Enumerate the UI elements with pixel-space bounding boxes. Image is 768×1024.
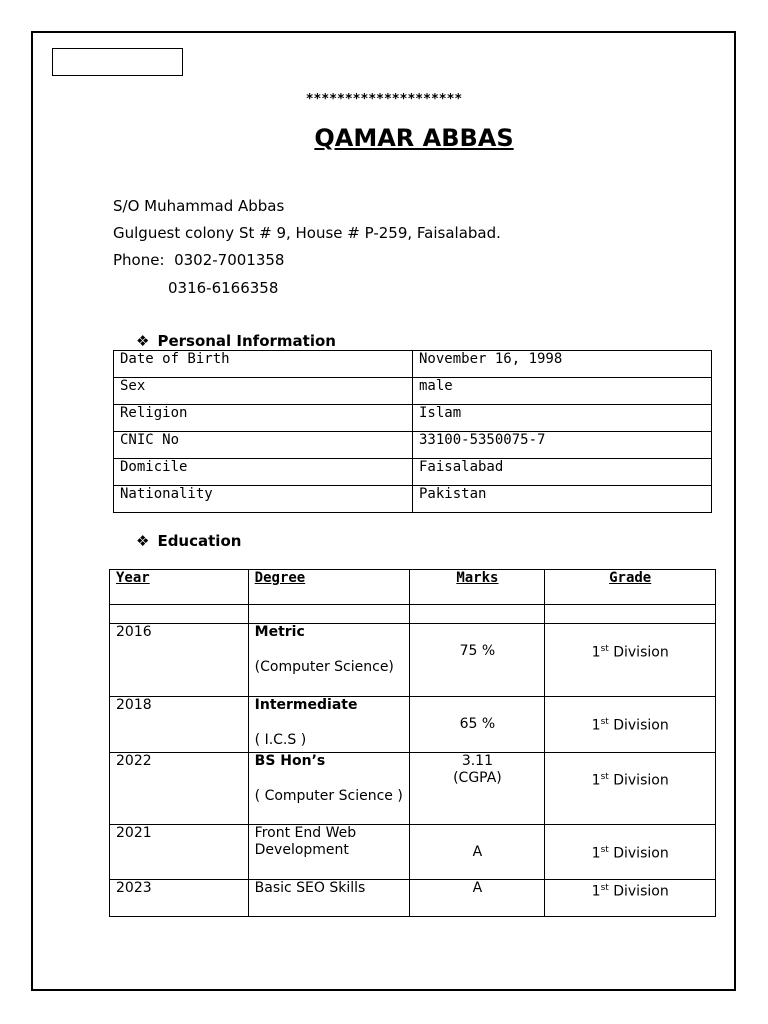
edu-grade: 1st Division <box>545 880 716 917</box>
table-row <box>114 405 712 432</box>
edu-degree: Basic SEO Skills <box>248 880 410 917</box>
edu-year: 2022 <box>110 753 249 825</box>
personal-heading <box>136 332 336 350</box>
column-header-year: Year <box>110 570 249 605</box>
edu-grade: 1st Division <box>545 825 716 880</box>
edu-degree: BS Hon’s ( Computer Science ) <box>248 753 410 825</box>
table-row <box>110 825 716 880</box>
edu-degree: Front End Web Development <box>248 825 410 880</box>
personal-value: November 16, 1998 <box>413 351 712 378</box>
table-row <box>114 486 712 513</box>
edu-marks: 65 % <box>410 697 545 753</box>
edu-year: 2023 <box>110 880 249 917</box>
personal-value: Faisalabad <box>413 459 712 486</box>
edu-marks: A <box>410 825 545 880</box>
personal-value: male <box>413 378 712 405</box>
education-heading-label: Education <box>157 532 242 550</box>
edu-grade: 1st Division <box>545 697 716 753</box>
empty-row <box>110 605 716 624</box>
personal-label: Religion <box>114 405 413 432</box>
personal-value: Pakistan <box>413 486 712 513</box>
column-header-degree: Degree <box>248 570 410 605</box>
photo-box <box>52 48 183 76</box>
column-header-grade: Grade <box>545 570 716 605</box>
table-row <box>110 880 716 917</box>
education-table <box>109 569 716 917</box>
table-row <box>110 624 716 697</box>
education-heading <box>136 532 241 550</box>
edu-year: 2016 <box>110 624 249 697</box>
table-row <box>110 697 716 753</box>
edu-year: 2021 <box>110 825 249 880</box>
parent-line: S/O Muhammad Abbas <box>113 197 285 215</box>
phone-secondary: 0316-6166358 <box>168 279 279 297</box>
personal-label: Nationality <box>114 486 413 513</box>
diamond-bullet-icon: ❖ <box>136 532 150 550</box>
table-row <box>114 432 712 459</box>
personal-heading-label: Personal Information <box>157 332 336 350</box>
page-title: QAMAR ABBAS <box>314 124 514 152</box>
personal-label: Date of Birth <box>114 351 413 378</box>
personal-label: Sex <box>114 378 413 405</box>
table-row <box>114 459 712 486</box>
personal-label: CNIC No <box>114 432 413 459</box>
personal-value: Islam <box>413 405 712 432</box>
personal-info-table <box>113 350 712 513</box>
edu-degree: Intermediate ( I.C.S ) <box>248 697 410 753</box>
edu-marks: A <box>410 880 545 917</box>
phone-label: Phone: <box>113 251 165 269</box>
phone-primary: 0302-7001358 <box>174 251 285 269</box>
personal-value: 33100-5350075-7 <box>413 432 712 459</box>
edu-marks: 3.11 (CGPA) <box>410 753 545 825</box>
table-header-row <box>110 570 716 605</box>
edu-marks: 75 % <box>410 624 545 697</box>
address-line: Gulguest colony St # 9, House # P-259, Faisalabad. <box>113 224 501 242</box>
table-row <box>110 753 716 825</box>
phone-line <box>113 251 284 269</box>
edu-grade: 1st Division <box>545 753 716 825</box>
table-row <box>114 351 712 378</box>
stars-divider: ******************** <box>305 92 463 107</box>
column-header-marks: Marks <box>410 570 545 605</box>
edu-grade: 1st Division <box>545 624 716 697</box>
personal-label: Domicile <box>114 459 413 486</box>
table-row <box>114 378 712 405</box>
diamond-bullet-icon: ❖ <box>136 332 150 350</box>
edu-year: 2018 <box>110 697 249 753</box>
edu-degree: Metric (Computer Science) <box>248 624 410 697</box>
